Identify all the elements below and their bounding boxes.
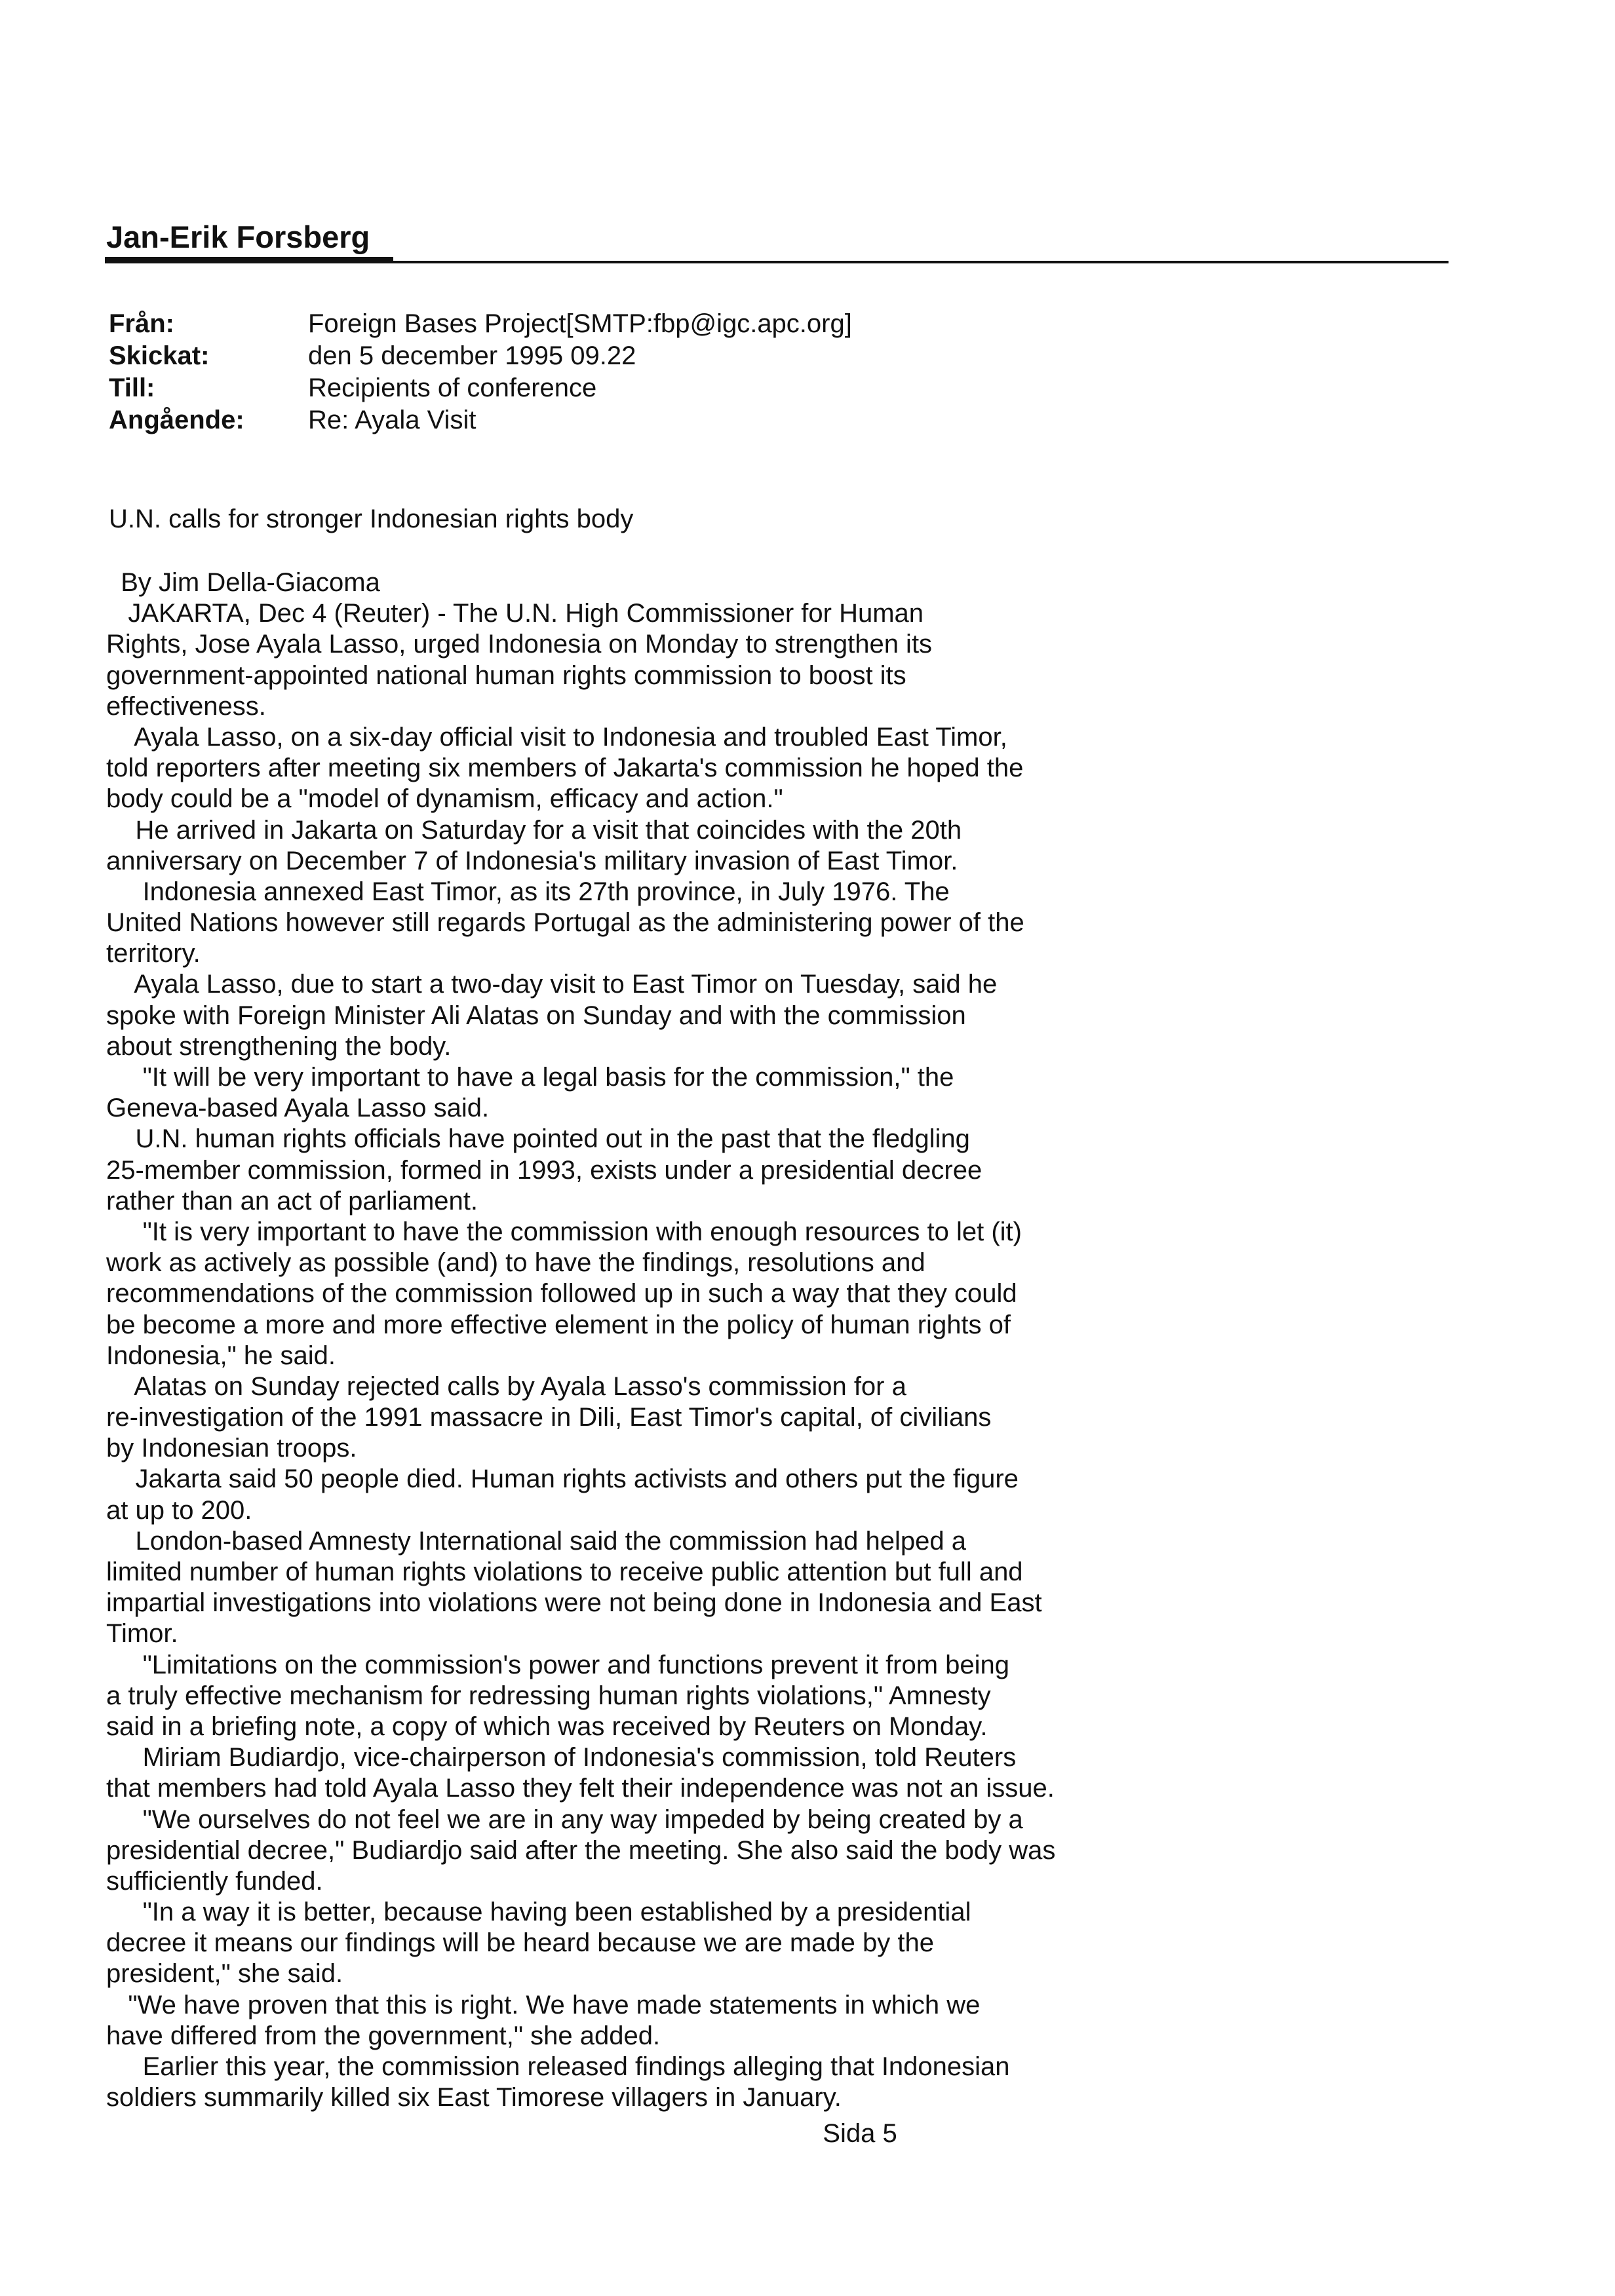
page-number: Sida 5 <box>823 2119 897 2148</box>
article-line: "In a way it is better, because having been established by a presidential <box>106 1898 971 1927</box>
article-line: anniversary on December 7 of Indonesia's military invasion of East Timor. <box>106 846 958 875</box>
article-line: effectiveness. <box>106 691 266 721</box>
article-line: Ayala Lasso, on a six-day official visit to Indonesia and troubled East Timor, <box>106 722 1007 752</box>
article-body <box>106 567 1129 2113</box>
to-label: Till: <box>109 373 155 402</box>
sent-label: Skickat: <box>109 341 210 370</box>
article-line: re-investigation of the 1991 massacre in Dili, East Timor's capital, of civilians <box>106 1403 992 1432</box>
article-line: Geneva-based Ayala Lasso said. <box>106 1094 490 1123</box>
article-line: Miriam Budiardjo, vice-chairperson of Indonesia's commission, told Reuters <box>106 1743 1017 1772</box>
sent-value: den 5 december 1995 09.22 <box>308 341 636 370</box>
article-line: work as actively as possible (and) to have the findings, resolutions and <box>106 1248 925 1278</box>
article-line: Indonesia annexed East Timor, as its 27th province, in July 1976. The <box>106 877 950 906</box>
article-line: JAKARTA, Dec 4 (Reuter) - The U.N. High Commissioner for Human <box>106 599 924 628</box>
article-line: Indonesia," he said. <box>106 1341 336 1370</box>
from-label: Från: <box>109 309 174 338</box>
article-line: Timor. <box>106 1619 178 1649</box>
article-line: 25-member commission, formed in 1993, exists under a presidential decree <box>106 1155 983 1185</box>
article-line: Earlier this year, the commission released findings alleging that Indonesian <box>106 2052 1010 2081</box>
article-line: United Nations however still regards Portugal as the administering power of the <box>106 908 1024 938</box>
article-line: soldiers summarily killed six East Timorese villagers in January. <box>106 2083 842 2113</box>
article-line: recommendations of the commission followed up in such a way that they could <box>106 1279 1017 1309</box>
article-line: London-based Amnesty International said the commission had helped a <box>106 1526 966 1556</box>
to-value: Recipients of conference <box>308 373 597 402</box>
subject-value: Re: Ayala Visit <box>308 406 477 434</box>
article-line: presidential decree," Budiardjo said after the meeting. She also said the body was <box>106 1835 1056 1865</box>
article-line: By Jim Della-Giacoma <box>106 568 380 597</box>
article-line: rather than an act of parliament. <box>106 1186 478 1215</box>
article-line: spoke with Foreign Minister Ali Alatas on Sunday and with the commission <box>106 1001 966 1030</box>
sender-name: Jan-Erik Forsberg <box>106 220 370 254</box>
article-line: impartial investigations into violations were not being done in Indonesia and East <box>106 1588 1042 1618</box>
article-line: government-appointed national human rights commission to boost its <box>106 660 906 690</box>
article-line: decree it means our findings will be heard because we are made by the <box>106 1928 934 1958</box>
article-line: "Limitations on the commission's power and functions prevent it from being <box>106 1650 1010 1679</box>
header-field-sent <box>109 340 852 372</box>
article-line: "We have proven that this is right. We have made statements in which we <box>106 1990 981 2019</box>
article-line: about strengthening the body. <box>106 1031 452 1061</box>
article-line: be become a more and more effective element in the policy of human rights of <box>106 1310 1011 1339</box>
article-line: said in a briefing note, a copy of which was received by Reuters on Monday. <box>106 1712 988 1741</box>
article-line: told reporters after meeting six members of Jakarta's commission he hoped the <box>106 754 1024 783</box>
article-headline: U.N. calls for stronger Indonesian rights body <box>109 505 634 533</box>
header-field-to <box>109 372 852 404</box>
message-header-fields <box>109 308 852 436</box>
article-line: "We ourselves do not feel we are in any way impeded by being created by a <box>106 1805 1023 1834</box>
article-line: body could be a "model of dynamism, efficacy and action." <box>106 784 783 814</box>
header-rule <box>105 261 1449 263</box>
article-line: U.N. human rights officials have pointed out in the past that the fledgling <box>106 1124 970 1154</box>
article-line: have differed from the government," she added. <box>106 2021 661 2050</box>
article-line: Alatas on Sunday rejected calls by Ayala Lasso's commission for a <box>106 1371 906 1401</box>
article-line: "It is very important to have the commission with enough resources to let (it) <box>106 1217 1022 1246</box>
article-line: "It will be very important to have a legal basis for the commission," the <box>106 1063 954 1092</box>
article-line: Jakarta said 50 people died. Human rights activists and others put the figure <box>106 1464 1019 1494</box>
header-field-subject <box>109 404 852 436</box>
article-line: Ayala Lasso, due to start a two-day visit to East Timor on Tuesday, said he <box>106 970 998 999</box>
article-line: at up to 200. <box>106 1495 252 1525</box>
article-line: He arrived in Jakarta on Saturday for a visit that coincides with the 20th <box>106 815 962 845</box>
article-line: limited number of human rights violations to receive public attention but full and <box>106 1558 1023 1586</box>
article-line: by Indonesian troops. <box>106 1434 357 1463</box>
article-line: territory. <box>106 939 201 968</box>
article-line: president," she said. <box>106 1959 343 1989</box>
article-line: a truly effective mechanism for redressing human rights violations," Amnesty <box>106 1681 991 1710</box>
article-line: that members had told Ayala Lasso they felt their independence was not an issue. <box>106 1774 1055 1803</box>
header-field-from <box>109 308 852 340</box>
article-line: Rights, Jose Ayala Lasso, urged Indonesia on Monday to strengthen its <box>106 630 933 659</box>
subject-label: Angående: <box>109 406 244 434</box>
article-line: sufficiently funded. <box>106 1866 323 1896</box>
from-value: Foreign Bases Project[SMTP:fbp@igc.apc.org] <box>308 309 852 338</box>
